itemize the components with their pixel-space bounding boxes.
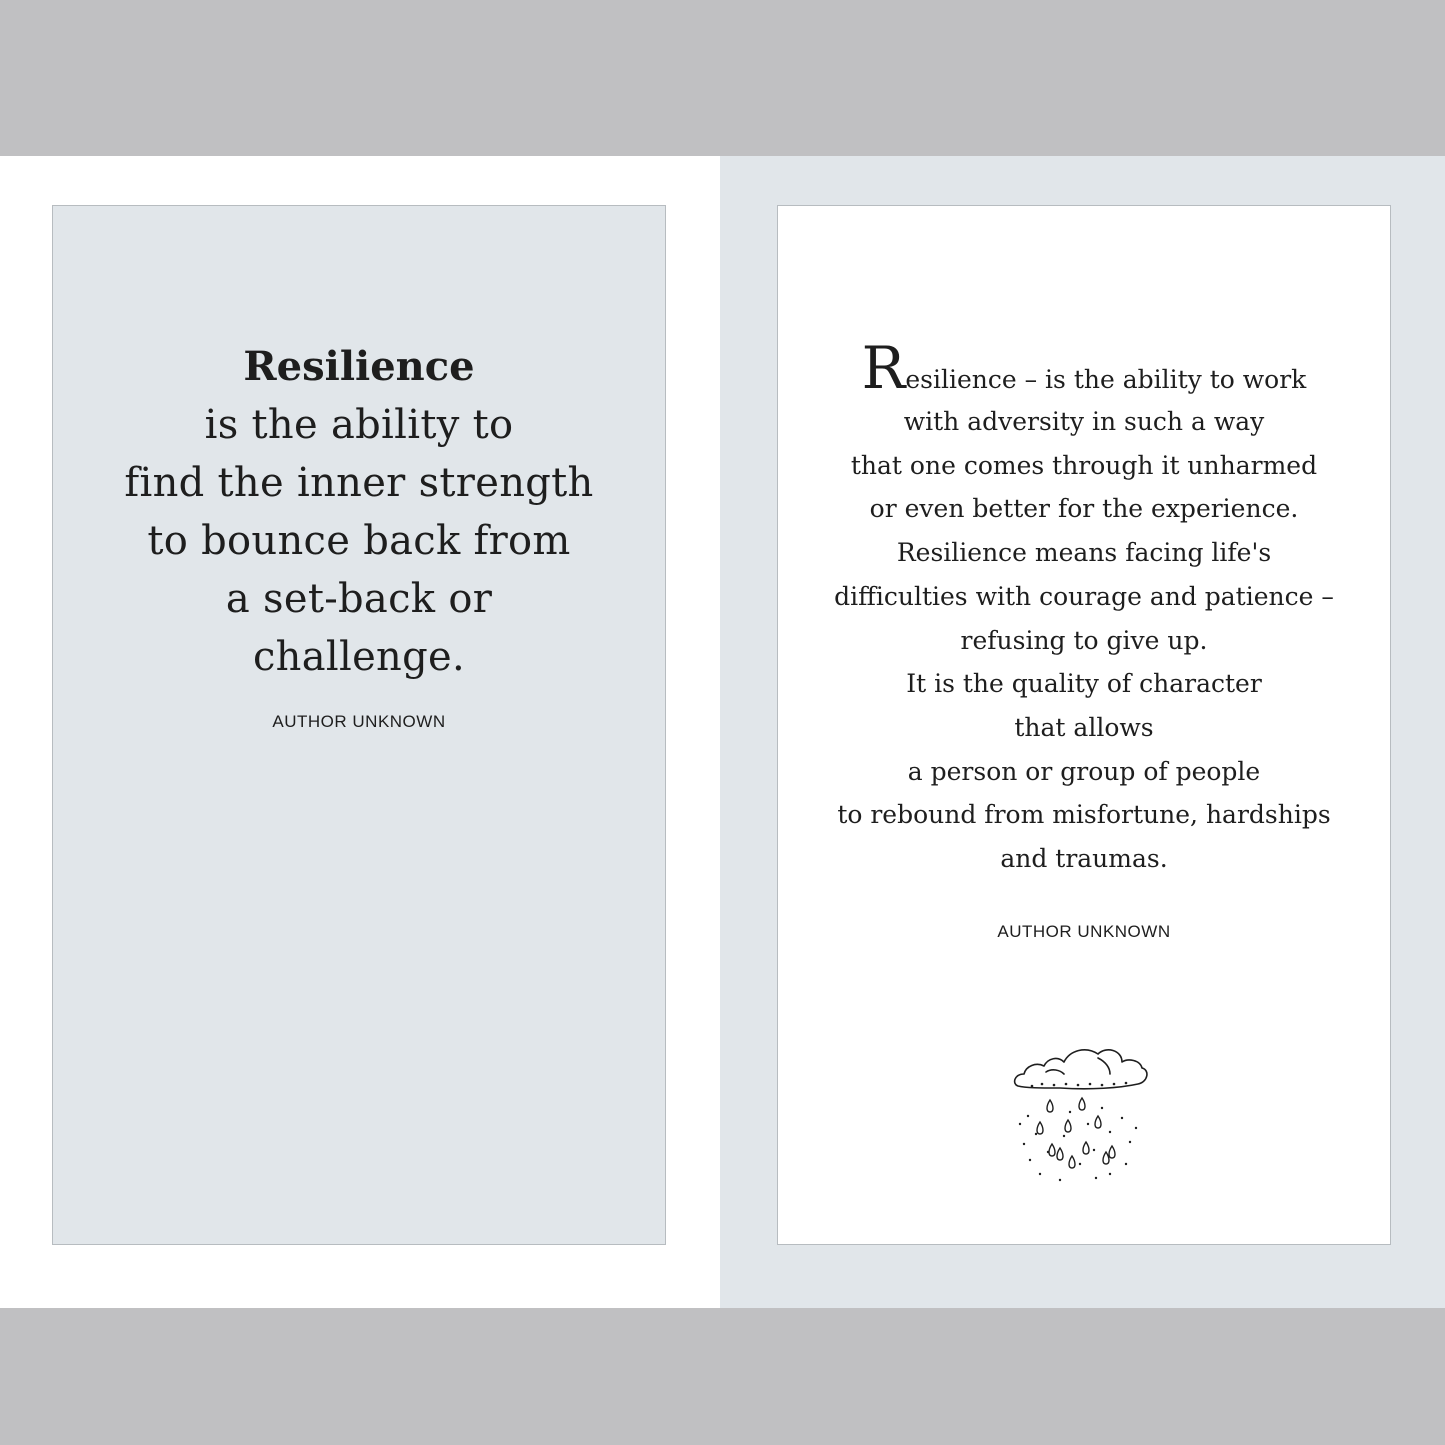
right-panel [720, 156, 1445, 1308]
left-quote-card [52, 205, 666, 1245]
drop-cap: R [861, 334, 906, 402]
quote-line: It is the quality of character [906, 669, 1262, 699]
quote-line: that allows [1014, 712, 1154, 742]
left-panel [0, 156, 720, 1308]
quote-line: that one comes through it unharmed [850, 450, 1318, 480]
quote-line: and traumas. [1000, 844, 1168, 874]
quote-author: AUTHOR UNKNOWN [272, 712, 446, 731]
quote-line: Resilience means facing life's [896, 538, 1272, 568]
right-quote-card [777, 205, 1391, 1245]
quote-line: a set-back or [225, 576, 493, 622]
quote-line: find the inner strength [124, 460, 594, 506]
quote-title: Resilience [243, 343, 475, 390]
left-quote [53, 338, 665, 686]
bottom-background-band [0, 1308, 1445, 1445]
quote-line: is the ability to [204, 402, 514, 448]
quote-line: to rebound from misfortune, hardships [837, 800, 1331, 830]
quote-line: difficulties with courage and patience – [834, 581, 1334, 611]
top-background-band [0, 0, 1445, 156]
quote-line: refusing to give up. [960, 625, 1208, 655]
quote-author: AUTHOR UNKNOWN [997, 922, 1171, 941]
rain-cloud-icon [1010, 1024, 1150, 1194]
quote-first-line-text: esilience – is the ability to work [905, 365, 1307, 394]
quote-line: to bounce back from [147, 518, 571, 564]
quote-line: with adversity in such a way [903, 407, 1265, 436]
quote-first-line [778, 334, 1390, 402]
right-quote [778, 334, 1390, 881]
quote-line: or even better for the experience. [869, 494, 1299, 524]
quote-line: challenge. [252, 634, 466, 680]
quote-line: a person or group of people [907, 756, 1261, 786]
